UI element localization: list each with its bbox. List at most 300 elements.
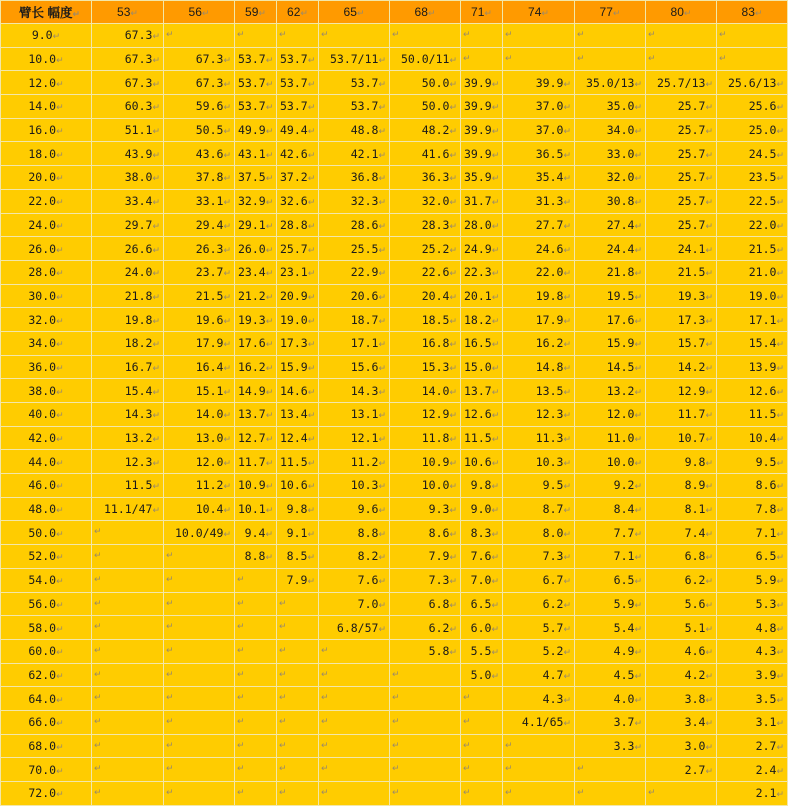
return-mark: ↵ — [223, 292, 231, 303]
return-mark: ↵ — [237, 645, 245, 656]
load-cell — [717, 142, 788, 166]
return-mark: ↵ — [634, 127, 642, 138]
load-value: 67.3 — [195, 75, 224, 90]
return-mark: ↵ — [307, 553, 315, 564]
radius-value: 56.0 — [28, 596, 57, 611]
load-value: 11.7 — [677, 407, 706, 422]
return-mark: ↵ — [321, 740, 329, 751]
load-value: 5.6 — [684, 596, 706, 611]
load-cell — [235, 474, 277, 498]
load-cell — [390, 497, 461, 521]
return-mark: ↵ — [563, 363, 571, 374]
radius-cell — [1, 308, 92, 332]
return-mark: ↵ — [563, 458, 571, 469]
radius-value: 28.0 — [28, 265, 57, 280]
load-value: 12.7 — [238, 431, 266, 446]
return-mark: ↵ — [223, 103, 231, 114]
table-row — [1, 545, 788, 569]
load-cell — [717, 260, 788, 284]
return-mark: ↵ — [563, 387, 571, 398]
return-mark: ↵ — [279, 716, 287, 727]
load-value: 4.3 — [755, 644, 777, 659]
load-cell — [503, 592, 575, 616]
load-cell — [575, 95, 646, 119]
table-row — [1, 308, 788, 332]
load-value: 9.2 — [613, 478, 635, 493]
return-mark: ↵ — [776, 506, 784, 517]
return-mark: ↵ — [94, 645, 102, 656]
return-mark: ↵ — [223, 435, 231, 446]
load-cell — [164, 545, 235, 569]
load-cell — [503, 355, 575, 379]
load-cell — [92, 71, 164, 95]
radius-cell — [1, 734, 92, 758]
return-mark: ↵ — [449, 245, 457, 256]
load-value: 19.3 — [677, 288, 706, 303]
return-mark: ↵ — [449, 269, 457, 280]
radius-cell — [1, 260, 92, 284]
load-cell — [461, 71, 503, 95]
load-value: 24.9 — [464, 241, 492, 256]
load-cell — [277, 450, 319, 474]
return-mark: ↵ — [392, 764, 400, 775]
return-mark: ↵ — [307, 387, 316, 398]
return-mark: ↵ — [463, 716, 471, 727]
return-mark: ↵ — [491, 458, 500, 469]
load-cell — [235, 71, 277, 95]
load-value: 32.0 — [606, 170, 635, 185]
load-value: 16.8 — [421, 336, 450, 351]
return-mark: ↵ — [56, 127, 64, 138]
radius-cell — [1, 47, 92, 71]
load-value: 12.1 — [350, 431, 379, 446]
load-value: 21.8 — [124, 288, 153, 303]
return-mark: ↵ — [237, 598, 245, 609]
load-cell — [461, 450, 503, 474]
load-cell — [575, 403, 646, 427]
return-mark: ↵ — [223, 221, 231, 232]
return-mark: ↵ — [491, 553, 499, 564]
return-mark: ↵ — [463, 53, 471, 64]
load-value: 7.9 — [428, 549, 450, 564]
load-cell — [575, 71, 646, 95]
return-mark: ↵ — [378, 577, 386, 588]
load-value: 8.6 — [755, 478, 777, 493]
return-mark: ↵ — [505, 764, 513, 775]
load-cell — [92, 734, 164, 758]
load-cell — [235, 237, 277, 261]
return-mark: ↵ — [152, 482, 160, 493]
return-mark: ↵ — [705, 553, 713, 564]
load-cell — [277, 497, 319, 521]
table-row — [1, 118, 788, 142]
load-cell — [575, 213, 646, 237]
load-cell — [277, 592, 319, 616]
load-cell — [319, 521, 390, 545]
load-value: 10.1 — [238, 502, 266, 517]
load-cell — [646, 663, 717, 687]
load-value: 39.9 — [464, 75, 492, 90]
load-cell — [575, 355, 646, 379]
load-value: 48.8 — [350, 123, 379, 138]
load-value: 33.4 — [124, 194, 153, 209]
return-mark: ↵ — [491, 79, 500, 90]
load-value: 22.3 — [464, 265, 492, 280]
load-cell — [717, 379, 788, 403]
load-cell — [461, 568, 503, 592]
return-mark: ↵ — [634, 435, 642, 446]
load-cell — [503, 710, 575, 734]
load-cell — [646, 710, 717, 734]
load-cell — [92, 663, 164, 687]
load-cell — [390, 782, 461, 806]
return-mark: ↵ — [612, 9, 621, 19]
load-value: 4.9 — [613, 644, 635, 659]
return-mark: ↵ — [279, 693, 287, 704]
load-cell — [390, 237, 461, 261]
return-mark: ↵ — [378, 411, 386, 422]
load-cell — [277, 734, 319, 758]
load-cell — [164, 71, 235, 95]
load-cell — [319, 734, 390, 758]
table-row — [1, 450, 788, 474]
return-mark: ↵ — [201, 9, 210, 19]
return-mark: ↵ — [392, 30, 400, 40]
return-mark: ↵ — [223, 79, 231, 90]
table-row — [1, 237, 788, 261]
load-cell — [575, 687, 646, 711]
load-cell — [319, 47, 390, 71]
return-mark: ↵ — [563, 245, 571, 256]
load-cell — [461, 355, 503, 379]
load-cell — [277, 95, 319, 119]
table-row — [1, 592, 788, 616]
load-value: 4.0 — [613, 691, 635, 706]
load-cell — [646, 24, 717, 48]
load-cell — [646, 308, 717, 332]
load-cell — [92, 710, 164, 734]
load-cell — [164, 687, 235, 711]
column-header — [646, 1, 717, 24]
return-mark: ↵ — [634, 529, 642, 540]
return-mark: ↵ — [378, 127, 386, 138]
return-mark: ↵ — [166, 764, 174, 775]
load-cell — [503, 758, 575, 782]
return-mark: ↵ — [705, 742, 713, 753]
return-mark: ↵ — [705, 458, 713, 469]
load-cell — [461, 308, 503, 332]
column-header-label: 53 — [117, 5, 131, 19]
load-cell — [461, 213, 503, 237]
load-value: 36.3 — [421, 170, 450, 185]
return-mark: ↵ — [265, 458, 274, 469]
load-cell — [92, 95, 164, 119]
load-value: 37.0 — [535, 123, 564, 138]
load-cell — [92, 189, 164, 213]
load-cell — [277, 710, 319, 734]
return-mark: ↵ — [776, 150, 784, 161]
return-mark: ↵ — [265, 529, 273, 540]
return-mark: ↵ — [776, 292, 784, 303]
return-mark: ↵ — [776, 790, 784, 801]
load-cell — [390, 308, 461, 332]
return-mark: ↵ — [491, 363, 500, 374]
load-cell — [503, 450, 575, 474]
return-mark: ↵ — [237, 622, 245, 633]
load-cell — [319, 663, 390, 687]
load-value: 14.5 — [606, 359, 635, 374]
return-mark: ↵ — [705, 695, 713, 706]
load-value: 6.8/57 — [336, 620, 379, 635]
load-cell — [575, 782, 646, 806]
load-value: 29.7 — [124, 217, 153, 232]
return-mark: ↵ — [166, 716, 174, 727]
return-mark: ↵ — [279, 622, 287, 633]
return-mark: ↵ — [378, 245, 386, 256]
return-mark: ↵ — [378, 150, 386, 161]
return-mark: ↵ — [265, 150, 274, 161]
return-mark: ↵ — [56, 506, 64, 517]
return-mark: ↵ — [56, 411, 64, 422]
return-mark: ↵ — [237, 788, 245, 798]
return-mark: ↵ — [705, 766, 713, 777]
load-cell — [575, 379, 646, 403]
load-value: 22.0 — [535, 265, 564, 280]
load-cell — [717, 308, 788, 332]
load-cell — [164, 142, 235, 166]
load-cell — [319, 166, 390, 190]
load-value: 53.7 — [280, 99, 308, 114]
load-value: 25.6/13 — [727, 75, 777, 90]
load-value: 3.5 — [755, 691, 777, 706]
return-mark: ↵ — [776, 221, 784, 232]
load-value: 6.0 — [470, 620, 492, 635]
radius-cell — [1, 710, 92, 734]
return-mark: ↵ — [505, 30, 513, 40]
load-value: 37.8 — [195, 170, 224, 185]
load-cell — [164, 450, 235, 474]
load-value: 8.1 — [684, 502, 706, 517]
return-mark: ↵ — [705, 506, 713, 517]
load-cell — [503, 426, 575, 450]
return-mark: ↵ — [449, 411, 457, 422]
load-value: 12.0 — [195, 454, 224, 469]
radius-value: 36.0 — [28, 359, 57, 374]
load-cell — [390, 284, 461, 308]
return-mark: ↵ — [130, 9, 138, 19]
return-mark: ↵ — [563, 671, 571, 682]
load-cell — [717, 474, 788, 498]
load-cell — [461, 24, 503, 48]
load-cell — [503, 545, 575, 569]
return-mark: ↵ — [776, 742, 784, 753]
return-mark: ↵ — [449, 150, 457, 161]
return-mark: ↵ — [754, 9, 763, 19]
load-cell — [164, 237, 235, 261]
return-mark: ↵ — [449, 198, 457, 209]
return-mark: ↵ — [634, 316, 642, 327]
return-mark: ↵ — [166, 598, 174, 609]
load-cell — [717, 592, 788, 616]
return-mark: ↵ — [491, 411, 500, 422]
load-value: 31.3 — [535, 194, 564, 209]
return-mark: ↵ — [705, 103, 713, 114]
load-value: 20.9 — [280, 288, 308, 303]
load-value: 12.3 — [124, 454, 153, 469]
return-mark: ↵ — [223, 411, 231, 422]
load-cell — [646, 521, 717, 545]
return-mark: ↵ — [634, 79, 642, 90]
table-row — [1, 710, 788, 734]
load-value: 60.3 — [124, 99, 153, 114]
load-cell — [164, 497, 235, 521]
radius-cell — [1, 616, 92, 640]
load-cell — [717, 403, 788, 427]
load-value: 9.1 — [286, 525, 308, 540]
return-mark: ↵ — [449, 387, 457, 398]
return-mark: ↵ — [634, 482, 642, 493]
radius-cell — [1, 426, 92, 450]
return-mark: ↵ — [56, 529, 64, 540]
return-mark: ↵ — [563, 435, 571, 446]
return-mark: ↵ — [307, 529, 315, 540]
load-value: 2.4 — [755, 762, 777, 777]
load-cell — [164, 308, 235, 332]
column-header — [92, 1, 164, 24]
return-mark: ↵ — [449, 127, 457, 138]
load-cell — [277, 379, 319, 403]
return-mark: ↵ — [491, 482, 499, 493]
load-cell — [575, 497, 646, 521]
load-value: 38.0 — [124, 170, 153, 185]
load-value: 8.4 — [613, 502, 635, 517]
load-cell — [319, 450, 390, 474]
load-cell — [277, 616, 319, 640]
load-value: 15.6 — [350, 359, 379, 374]
load-cell — [92, 639, 164, 663]
return-mark: ↵ — [634, 269, 642, 280]
return-mark: ↵ — [152, 269, 160, 280]
load-cell — [277, 687, 319, 711]
return-mark: ↵ — [307, 435, 316, 446]
radius-value: 30.0 — [28, 288, 57, 303]
return-mark: ↵ — [776, 577, 784, 588]
return-mark: ↵ — [563, 648, 571, 659]
column-header-label: 74 — [528, 5, 542, 19]
return-mark: ↵ — [279, 740, 287, 751]
load-value: 11.1/47 — [103, 502, 153, 517]
load-value: 12.6 — [748, 383, 777, 398]
load-cell — [319, 355, 390, 379]
load-cell — [390, 710, 461, 734]
load-value: 2.7 — [684, 762, 706, 777]
return-mark: ↵ — [776, 648, 784, 659]
load-cell — [646, 237, 717, 261]
column-header-label: 68 — [414, 5, 428, 19]
column-header — [461, 1, 503, 24]
load-value: 8.8 — [357, 525, 379, 540]
load-value: 11.5 — [464, 431, 492, 446]
load-cell — [164, 284, 235, 308]
load-value: 21.5 — [677, 265, 706, 280]
return-mark: ↵ — [491, 506, 499, 517]
load-cell — [235, 403, 277, 427]
load-value: 22.0 — [748, 217, 777, 232]
return-mark: ↵ — [449, 648, 457, 659]
return-mark: ↵ — [776, 671, 784, 682]
return-mark: ↵ — [563, 269, 571, 280]
return-mark: ↵ — [94, 764, 102, 775]
return-mark: ↵ — [94, 669, 102, 680]
load-cell — [646, 213, 717, 237]
load-cell — [646, 118, 717, 142]
return-mark: ↵ — [94, 716, 102, 727]
return-mark: ↵ — [152, 221, 160, 232]
return-mark: ↵ — [577, 788, 585, 798]
return-mark: ↵ — [321, 788, 329, 798]
return-mark: ↵ — [634, 695, 642, 706]
radius-cell — [1, 379, 92, 403]
return-mark: ↵ — [491, 150, 500, 161]
load-value: 18.5 — [421, 312, 450, 327]
return-mark: ↵ — [563, 174, 571, 185]
return-mark: ↵ — [491, 624, 499, 635]
load-cell — [503, 568, 575, 592]
return-mark: ↵ — [449, 316, 457, 327]
column-header — [575, 1, 646, 24]
return-mark: ↵ — [152, 458, 160, 469]
load-value: 9.8 — [470, 478, 492, 493]
return-mark: ↵ — [648, 788, 656, 798]
return-mark: ↵ — [356, 9, 365, 19]
return-mark: ↵ — [223, 174, 231, 185]
return-mark: ↵ — [56, 695, 64, 706]
return-mark: ↵ — [152, 435, 160, 446]
return-mark: ↵ — [279, 645, 287, 656]
return-mark: ↵ — [776, 387, 784, 398]
load-cell — [461, 379, 503, 403]
load-value: 7.7 — [613, 525, 635, 540]
load-cell — [646, 426, 717, 450]
load-cell — [390, 758, 461, 782]
return-mark: ↵ — [94, 527, 102, 538]
load-cell — [277, 47, 319, 71]
return-mark: ↵ — [563, 553, 571, 564]
load-cell — [164, 521, 235, 545]
load-cell — [277, 568, 319, 592]
return-mark: ↵ — [563, 340, 571, 351]
radius-value: 64.0 — [28, 691, 57, 706]
load-value: 6.2 — [542, 596, 564, 611]
return-mark: ↵ — [265, 506, 274, 517]
load-value: 10.6 — [280, 478, 308, 493]
radius-cell — [1, 166, 92, 190]
load-value: 14.2 — [677, 359, 706, 374]
load-cell — [92, 213, 164, 237]
return-mark: ↵ — [449, 553, 457, 564]
load-value: 3.8 — [684, 691, 706, 706]
load-cell — [319, 426, 390, 450]
load-value: 9.4 — [244, 525, 266, 540]
return-mark: ↵ — [378, 103, 386, 114]
load-cell — [390, 568, 461, 592]
return-mark: ↵ — [563, 482, 571, 493]
return-mark: ↵ — [152, 506, 160, 517]
load-cell — [461, 687, 503, 711]
return-mark: ↵ — [563, 695, 571, 706]
load-value: 7.0 — [357, 596, 379, 611]
load-cell — [390, 450, 461, 474]
